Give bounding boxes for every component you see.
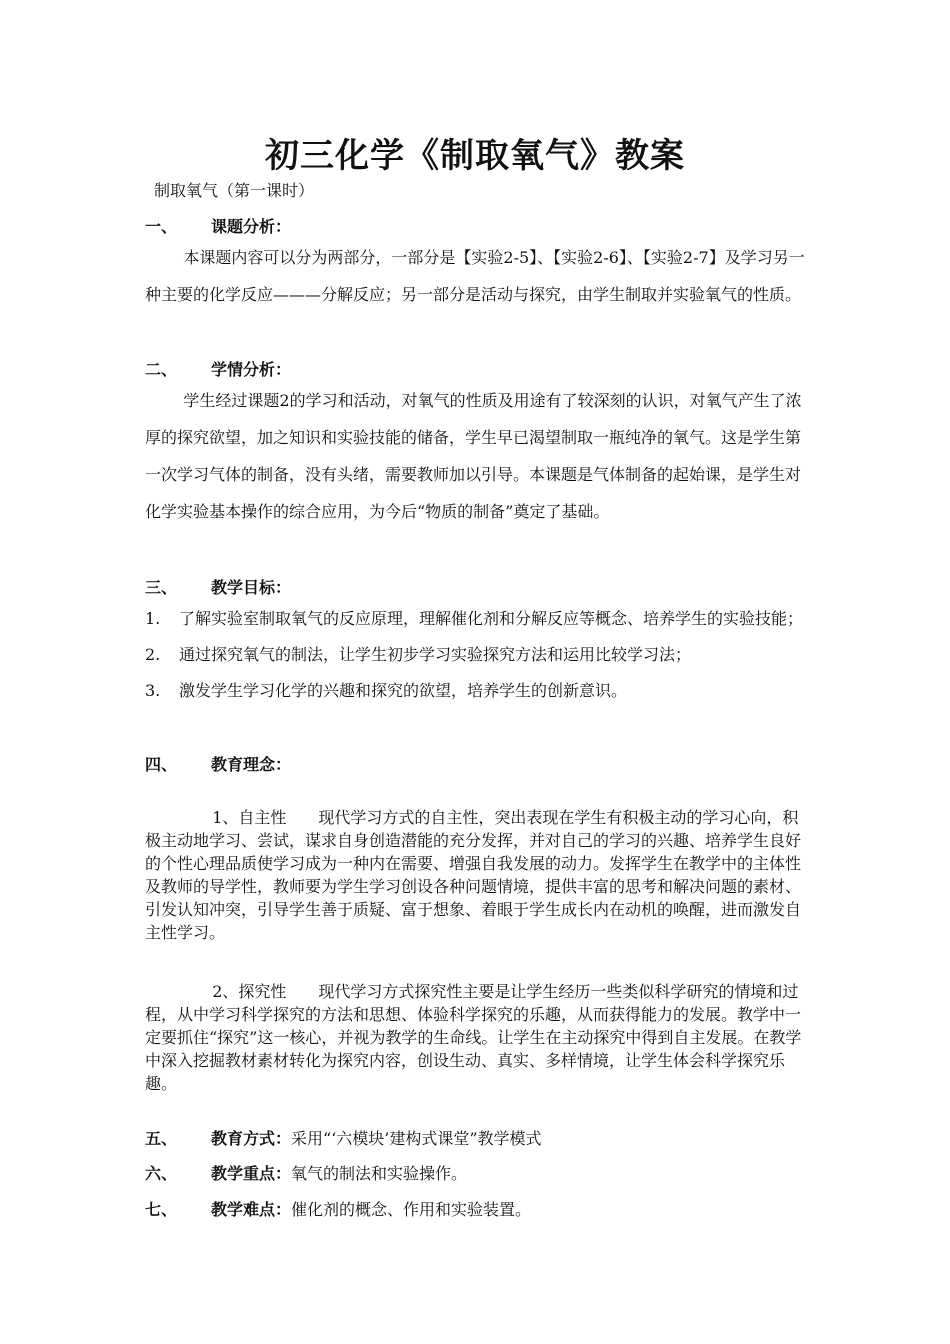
list-number: 3. bbox=[145, 681, 161, 700]
section-number: 四、 bbox=[145, 755, 178, 774]
section-heading-3 bbox=[145, 575, 291, 598]
section-number: 一、 bbox=[145, 217, 178, 236]
section-label: 课题分析： bbox=[211, 217, 292, 236]
section-heading-4 bbox=[145, 752, 291, 775]
list-text: 通过探究氧气的制法，让学生初步学习实验探究方法和运用比较学习法； bbox=[179, 645, 692, 664]
section-label: 教学重点： bbox=[211, 1164, 292, 1183]
section-heading-6 bbox=[145, 1161, 467, 1184]
section-label: 教育方式： bbox=[211, 1129, 292, 1148]
list-number: 2. bbox=[145, 645, 161, 664]
idea-paragraph-inquiry: 2、探究性 现代学习方式探究性主要是让学生经历一些类似科学研究的情境和过程，从中学习科学探究的方法和思想、体验科学探究的乐趣，从而获得能力的发展。教学中一定要抓住“探究”这一核心，并视为教学的生命线。让学生在主动探究中得到自主发展。在教学中深入挖掘教材素材转化为探究内容，创设生动、真实、多样情境，让学生体会科学探究乐趣。 bbox=[145, 982, 802, 1093]
section-label: 学情分析： bbox=[211, 360, 292, 379]
section-number: 三、 bbox=[145, 578, 178, 597]
section-label: 教学目标： bbox=[211, 578, 292, 597]
section-heading-1 bbox=[145, 214, 291, 237]
section-heading-2 bbox=[145, 357, 291, 380]
section-label: 教学难点： bbox=[211, 1200, 292, 1219]
idea-paragraph-autonomy: 1、自主性 现代学习方式的自主性，突出表现在学生有积极主动的学习心向，积极主动地学习、尝试，谋求自身创造潜能的充分发挥，并对自己的学习的兴趣、培养学生良好的个性心理品质使学习成为一种内在需要、增强自我发展的动力。发挥学生在教学中的主体性及教师的导学性，教师要为学生学习创设各种问题情境，提供丰富的思考和解决问题的素材、引发认知冲突，引导学生善于质疑、富于想象、着眼于学生成长内在动机的唤醒，进而激发自主性学习。 bbox=[145, 808, 802, 942]
list-item bbox=[145, 673, 813, 709]
student-analysis-paragraph: 学生经过课题2的学习和活动，对氧气的性质及用途有了较深刻的认识，对氧气产生了浓厚的探究欲望，加之知识和实验技能的储备，学生早已渴望制取一瓶纯净的氧气。这是学生第一次学习气体的制备，没有头绪，需要教师加以引导。本课题是气体制备的起始课，是学生对化学实验基本操作的综合应用，为今后“物质的制备”奠定了基础。 bbox=[145, 391, 802, 521]
page-title: 初三化学《制取氧气》教案 bbox=[265, 136, 685, 176]
section-number: 五、 bbox=[145, 1129, 178, 1148]
section-number: 二、 bbox=[145, 360, 178, 379]
section-text: 采用“‘六模块’建构式课堂”教学模式 bbox=[291, 1129, 542, 1148]
section-label: 教育理念： bbox=[211, 755, 292, 774]
page-subtitle: 制取氧气（第一课时） bbox=[154, 181, 315, 200]
list-item bbox=[145, 601, 813, 637]
section-heading-7 bbox=[145, 1197, 531, 1220]
list-number: 1. bbox=[145, 609, 161, 628]
section-number: 七、 bbox=[145, 1200, 178, 1219]
list-text: 激发学生学习化学的兴趣和探究的欲望，培养学生的创新意识。 bbox=[179, 681, 628, 700]
section-heading-5 bbox=[145, 1126, 542, 1149]
goals-list bbox=[145, 601, 813, 709]
analysis-paragraph: 本课题内容可以分为两部分，一部分是【实验2-5】、【实验2-6】、【实验2-7】及学习另一种主要的化学反应———分解反应；另一部分是活动与探究，由学生制取并实验氧气的性质。 bbox=[145, 248, 805, 304]
section-text: 氧气的制法和实验操作。 bbox=[291, 1164, 468, 1183]
list-text: 了解实验室制取氧气的反应原理，理解催化剂和分解反应等概念、培养学生的实验技能； bbox=[179, 609, 804, 628]
list-item bbox=[145, 637, 813, 673]
section-number: 六、 bbox=[145, 1164, 178, 1183]
section-text: 催化剂的概念、作用和实验装置。 bbox=[291, 1200, 532, 1219]
